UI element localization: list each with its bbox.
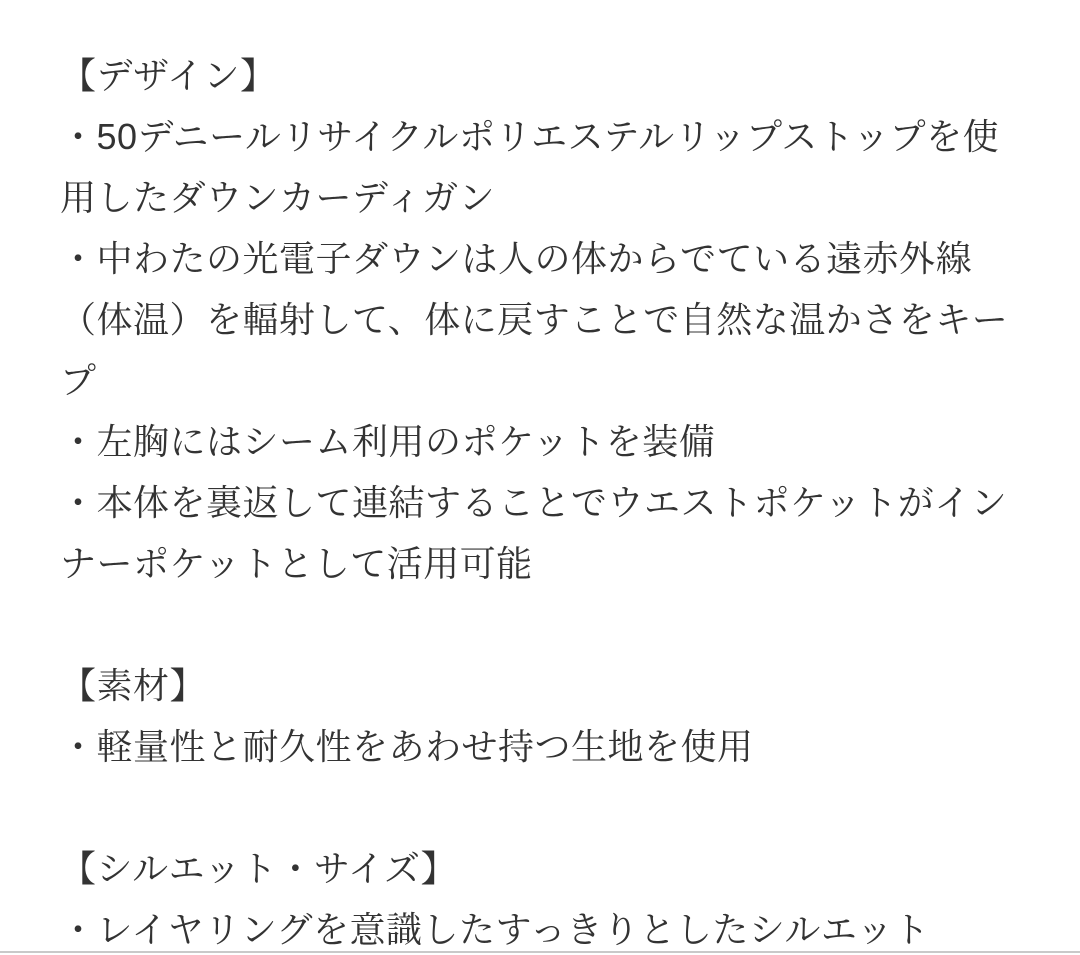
description-section-design [60, 45, 1020, 594]
bottom-divider [0, 951, 1080, 953]
description-item: ・中わたの光電子ダウンは人の体からでている遠赤外線（体温）を輻射して、体に戻すことで自然な温かさをキープ [60, 238, 1009, 401]
section-heading-material: 【素材】 [60, 665, 207, 706]
description-item: ・50デニールリサイクルポリエステルリップストップを使用したダウンカーディガン [60, 116, 1000, 218]
description-section-silhouette-size [60, 838, 1020, 955]
description-item: ・レイヤリングを意識したすっきりとしたシルエット [60, 909, 930, 950]
description-item: ・軽量性と耐久性をあわせ持つ生地を使用 [60, 726, 754, 767]
description-item: ・本体を裏返して連結することでウエストポケットがインナーポケットとして活用可能 [60, 482, 1008, 584]
description-item: ・左胸にはシーム利用のポケットを装備 [60, 421, 716, 462]
description-section-material [60, 655, 1020, 777]
section-heading-design: 【デザイン】 [60, 55, 277, 96]
product-description-text [60, 45, 1020, 955]
section-heading-silhouette-size: 【シルエット・サイズ】 [60, 848, 458, 889]
